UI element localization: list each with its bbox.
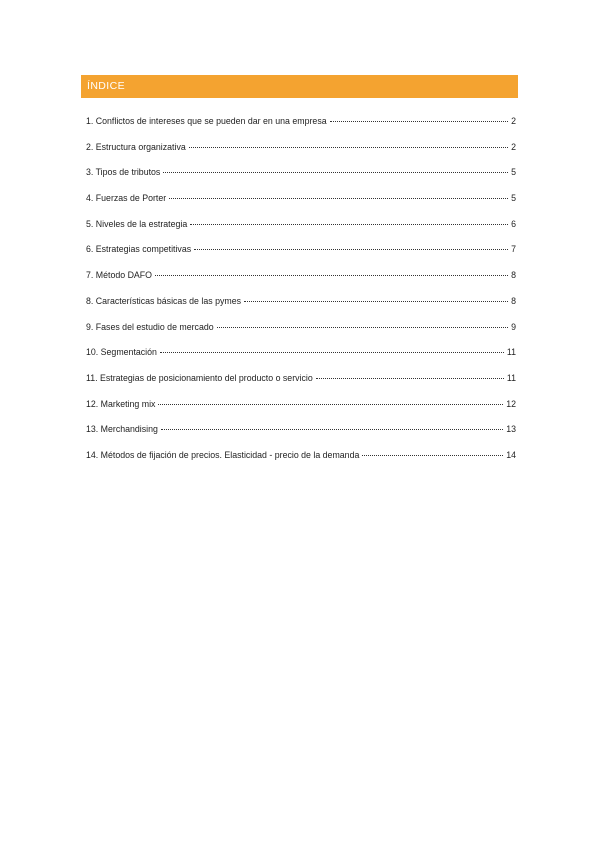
toc-entry[interactable]	[86, 295, 516, 321]
toc-entry[interactable]	[86, 192, 516, 218]
toc-dot-leader	[161, 429, 503, 430]
table-of-contents	[86, 115, 516, 475]
toc-entry-title: 13. Merchandising	[86, 424, 158, 435]
toc-entry[interactable]	[86, 166, 516, 192]
toc-entry[interactable]	[86, 321, 516, 347]
toc-entry-title: 2. Estructura organizativa	[86, 141, 186, 152]
toc-entry-page: 9	[511, 321, 516, 332]
toc-entry-title: 7. Método DAFO	[86, 270, 153, 281]
toc-entry-page: 5	[511, 167, 516, 178]
toc-entry-title: 11. Estrategias de posicionamiento del producto o servicio	[86, 372, 313, 383]
toc-entry[interactable]	[86, 346, 516, 372]
toc-entry-page: 7	[511, 244, 516, 255]
toc-entry[interactable]	[86, 269, 516, 295]
toc-entry-title: 14. Métodos de fijación de precios. Elasticidad - precio de la demanda	[86, 449, 360, 460]
index-header-bar	[81, 75, 518, 98]
toc-entry-title: 8. Características básicas de las pymes	[86, 295, 241, 306]
toc-dot-leader	[217, 327, 508, 328]
toc-entry-title: 10. Segmentación	[86, 347, 157, 358]
toc-dot-leader	[189, 147, 508, 148]
toc-dot-leader	[362, 455, 503, 456]
toc-entry-page: 2	[511, 116, 516, 126]
toc-entry-title: 1. Conflictos de intereses que se pueden dar en una empresa	[86, 116, 327, 126]
toc-dot-leader	[169, 198, 508, 199]
toc-dot-leader	[160, 352, 504, 353]
toc-entry[interactable]	[86, 398, 516, 424]
toc-entry-title: 12. Marketing mix	[86, 398, 156, 409]
index-title: ÍNDICE	[87, 80, 125, 92]
toc-entry[interactable]	[86, 218, 516, 244]
toc-dot-leader	[330, 121, 508, 122]
toc-entry-page: 8	[511, 295, 516, 306]
toc-dot-leader	[158, 404, 503, 405]
toc-entry-title: 9. Fases del estudio de mercado	[86, 321, 214, 332]
toc-entry-page: 11	[506, 347, 516, 358]
toc-entry-title: 3. Tipos de tributos	[86, 167, 161, 178]
toc-entry-page: 12	[506, 398, 516, 409]
toc-entry-title: 6. Estrategias competitivas	[86, 244, 192, 255]
toc-entry[interactable]	[86, 423, 516, 449]
toc-dot-leader	[316, 378, 504, 379]
toc-entry[interactable]	[86, 449, 516, 475]
toc-entry[interactable]	[86, 141, 516, 167]
toc-dot-leader	[155, 275, 508, 276]
toc-dot-leader	[194, 249, 508, 250]
toc-entry[interactable]	[86, 115, 516, 141]
toc-entry[interactable]	[86, 372, 516, 398]
toc-entry[interactable]	[86, 243, 516, 269]
toc-dot-leader	[190, 224, 508, 225]
toc-entry-page: 11	[506, 372, 516, 383]
toc-entry-page: 8	[511, 270, 516, 281]
toc-dot-leader	[163, 172, 508, 173]
toc-entry-page: 13	[506, 424, 516, 435]
toc-dot-leader	[244, 301, 508, 302]
toc-entry-title: 5. Niveles de la estrategia	[86, 218, 188, 229]
toc-entry-title: 4. Fuerzas de Porter	[86, 193, 167, 204]
toc-entry-page: 6	[511, 218, 516, 229]
toc-entry-page: 2	[511, 141, 516, 152]
toc-entry-page: 5	[511, 193, 516, 204]
toc-entry-page: 14	[506, 449, 516, 460]
